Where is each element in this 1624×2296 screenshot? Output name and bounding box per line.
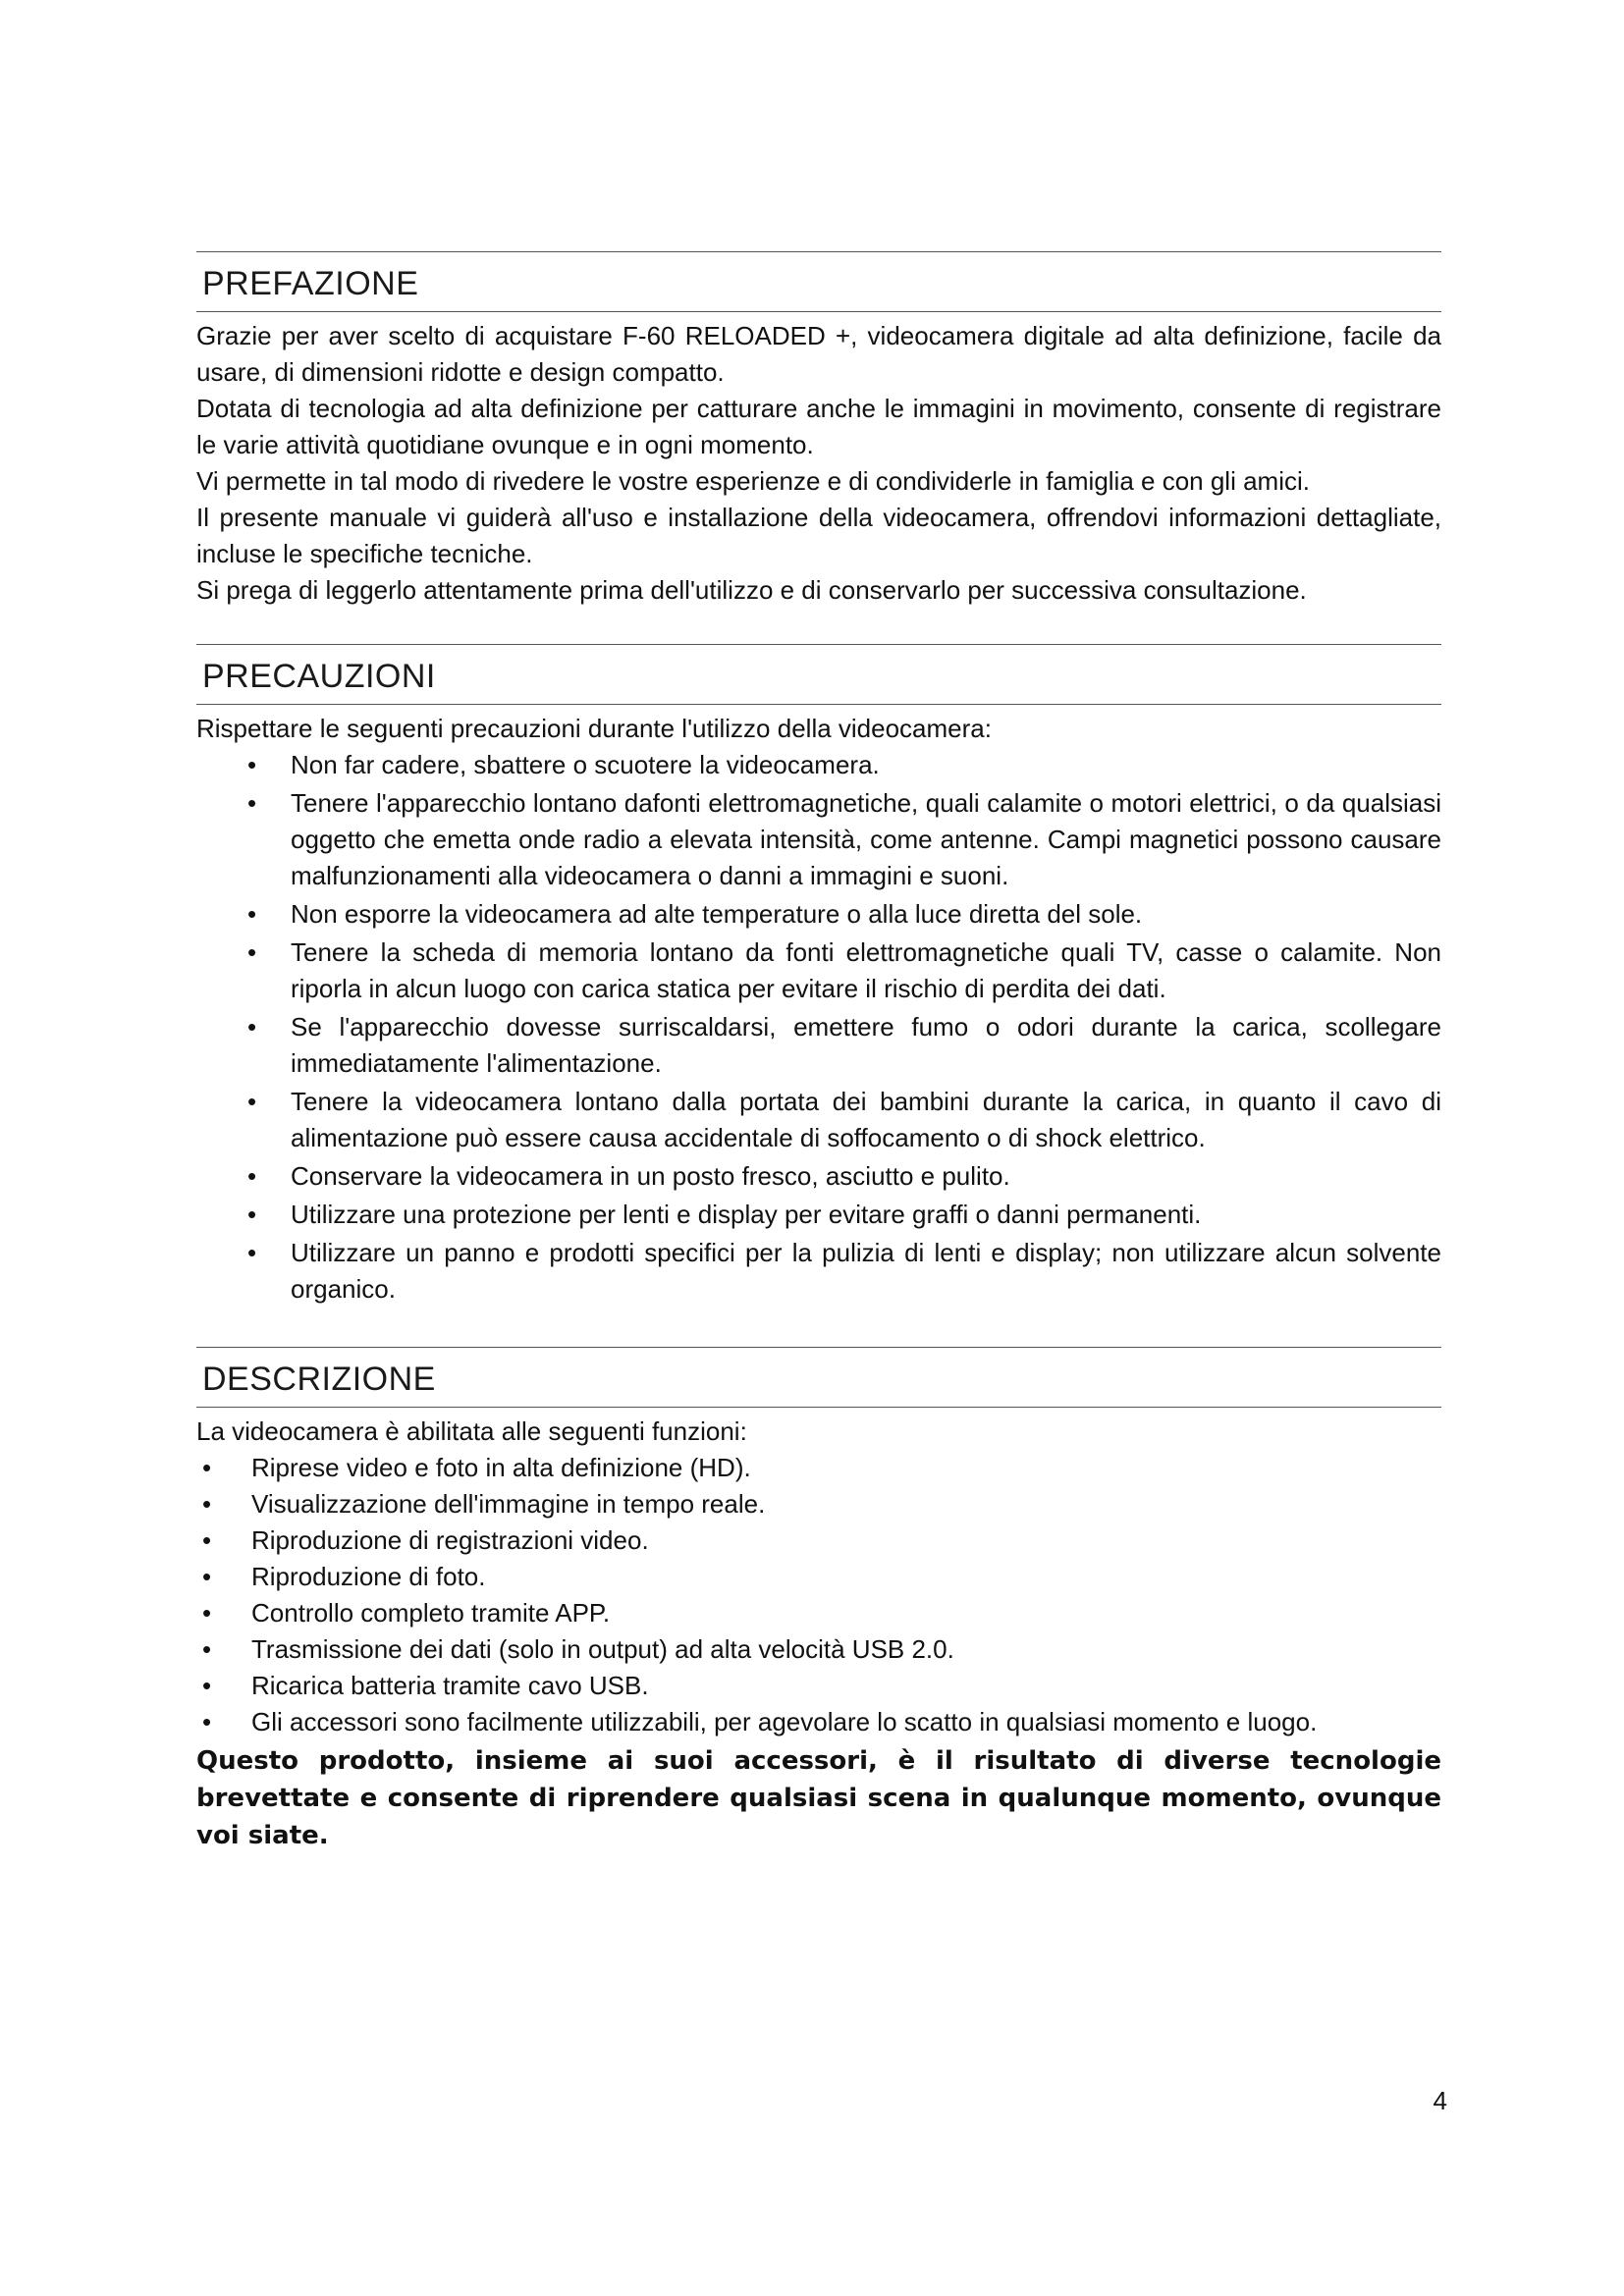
paragraph: Il presente manuale vi guiderà all'uso e installazione della videocamera, offrendovi informazioni dettagliate, incluse le specifiche tecniche. (196, 503, 1441, 568)
list-item: • Visualizzazione dell'immagine in tempo reale. (251, 1486, 1441, 1522)
list-item: • Gli accessori sono facilmente utilizzabili, per agevolare lo scatto in qualsiasi momento e luogo. (251, 1704, 1441, 1740)
closing-statement: Questo prodotto, insieme ai suoi accessori, è il risultato di diverse tecnologie brevettate e consente di riprendere qualsiasi scena in qualunque momento, ovunque voi siate. (196, 1746, 1441, 1850)
paragraph: Grazie per aver scelto di acquistare F-60 RELOADED +, videocamera digitale ad alta definizione, facile da usare, di dimensioni ridotte e design compatto. (196, 321, 1441, 387)
list-item: • Tenere l'apparecchio lontano dafonti elettromagnetiche, quali calamite o motori elettrici, o da qualsiasi oggetto che emetta onde radio a elevata intensità, come antenne. Campi magnetici possono causare malfunzionamenti alla videocamera o danni a immagini e suoni. (291, 785, 1441, 894)
section-body-prefazione (196, 312, 1441, 609)
list-item: • Ricarica batteria tramite cavo USB. (251, 1668, 1441, 1704)
list-item: • Trasmissione dei dati (solo in output) ad alta velocità USB 2.0. (251, 1631, 1441, 1668)
section-descrizione (196, 1347, 1441, 1854)
list-item: • Se l'apparecchio dovesse surriscaldarsi, emettere fumo o odori durante la carica, scollegare immediatamente l'alimentazione. (291, 1009, 1441, 1082)
list-item: • Conservare la videocamera in un posto fresco, asciutto e pulito. (291, 1158, 1441, 1195)
list-item: • Riproduzione di foto. (251, 1559, 1441, 1595)
features-list (196, 1450, 1441, 1740)
precautions-intro: Rispettare le seguenti precauzioni durante l'utilizzo della videocamera: (196, 714, 992, 743)
section-title-descrizione: DESCRIZIONE (196, 1347, 1441, 1408)
section-body-precauzioni (196, 705, 1441, 1308)
list-item: • Non far cadere, sbattere o scuotere la videocamera. (291, 747, 1441, 783)
section-prefazione (196, 251, 1441, 609)
section-title-prefazione: PREFAZIONE (196, 251, 1441, 312)
list-item: • Controllo completo tramite APP. (251, 1595, 1441, 1631)
page-number: 4 (1433, 2086, 1447, 2115)
list-item: • Utilizzare una protezione per lenti e display per evitare graffi o danni permanenti. (291, 1197, 1441, 1233)
list-item: • Utilizzare un panno e prodotti specifici per la pulizia di lenti e display; non utilizzare alcun solvente organico. (291, 1235, 1441, 1308)
section-precauzioni (196, 644, 1441, 1308)
features-intro: La videocamera è abilitata alle seguenti funzioni: (196, 1416, 747, 1446)
paragraph: Vi permette in tal modo di rivedere le vostre esperienze e di condividerle in famiglia e con gli amici. (196, 466, 1310, 496)
paragraph: Si prega di leggerlo attentamente prima dell'utilizzo e di conservarlo per successiva consultazione. (196, 575, 1307, 605)
list-item: • Non esporre la videocamera ad alte temperature o alla luce diretta del sole. (291, 896, 1441, 933)
list-item: • Riproduzione di registrazioni video. (251, 1522, 1441, 1559)
paragraph: Dotata di tecnologia ad alta definizione per catturare anche le immagini in movimento, consente di registrare le varie attività quotidiane ovunque e in ogni momento. (196, 394, 1441, 459)
list-item: • Tenere la scheda di memoria lontano da fonti elettromagnetiche quali TV, casse o calamite. Non riporla in alcun luogo con carica statica per evitare il rischio di perdita dei dati. (291, 934, 1441, 1007)
precautions-list (196, 747, 1441, 1308)
manual-page (196, 251, 1441, 1854)
section-title-precauzioni: PRECAUZIONI (196, 644, 1441, 705)
section-body-descrizione (196, 1408, 1441, 1854)
list-item: • Tenere la videocamera lontano dalla portata dei bambini durante la carica, in quanto il cavo di alimentazione può essere causa accidentale di soffocamento o di shock elettrico. (291, 1084, 1441, 1156)
list-item: • Riprese video e foto in alta definizione (HD). (251, 1450, 1441, 1486)
